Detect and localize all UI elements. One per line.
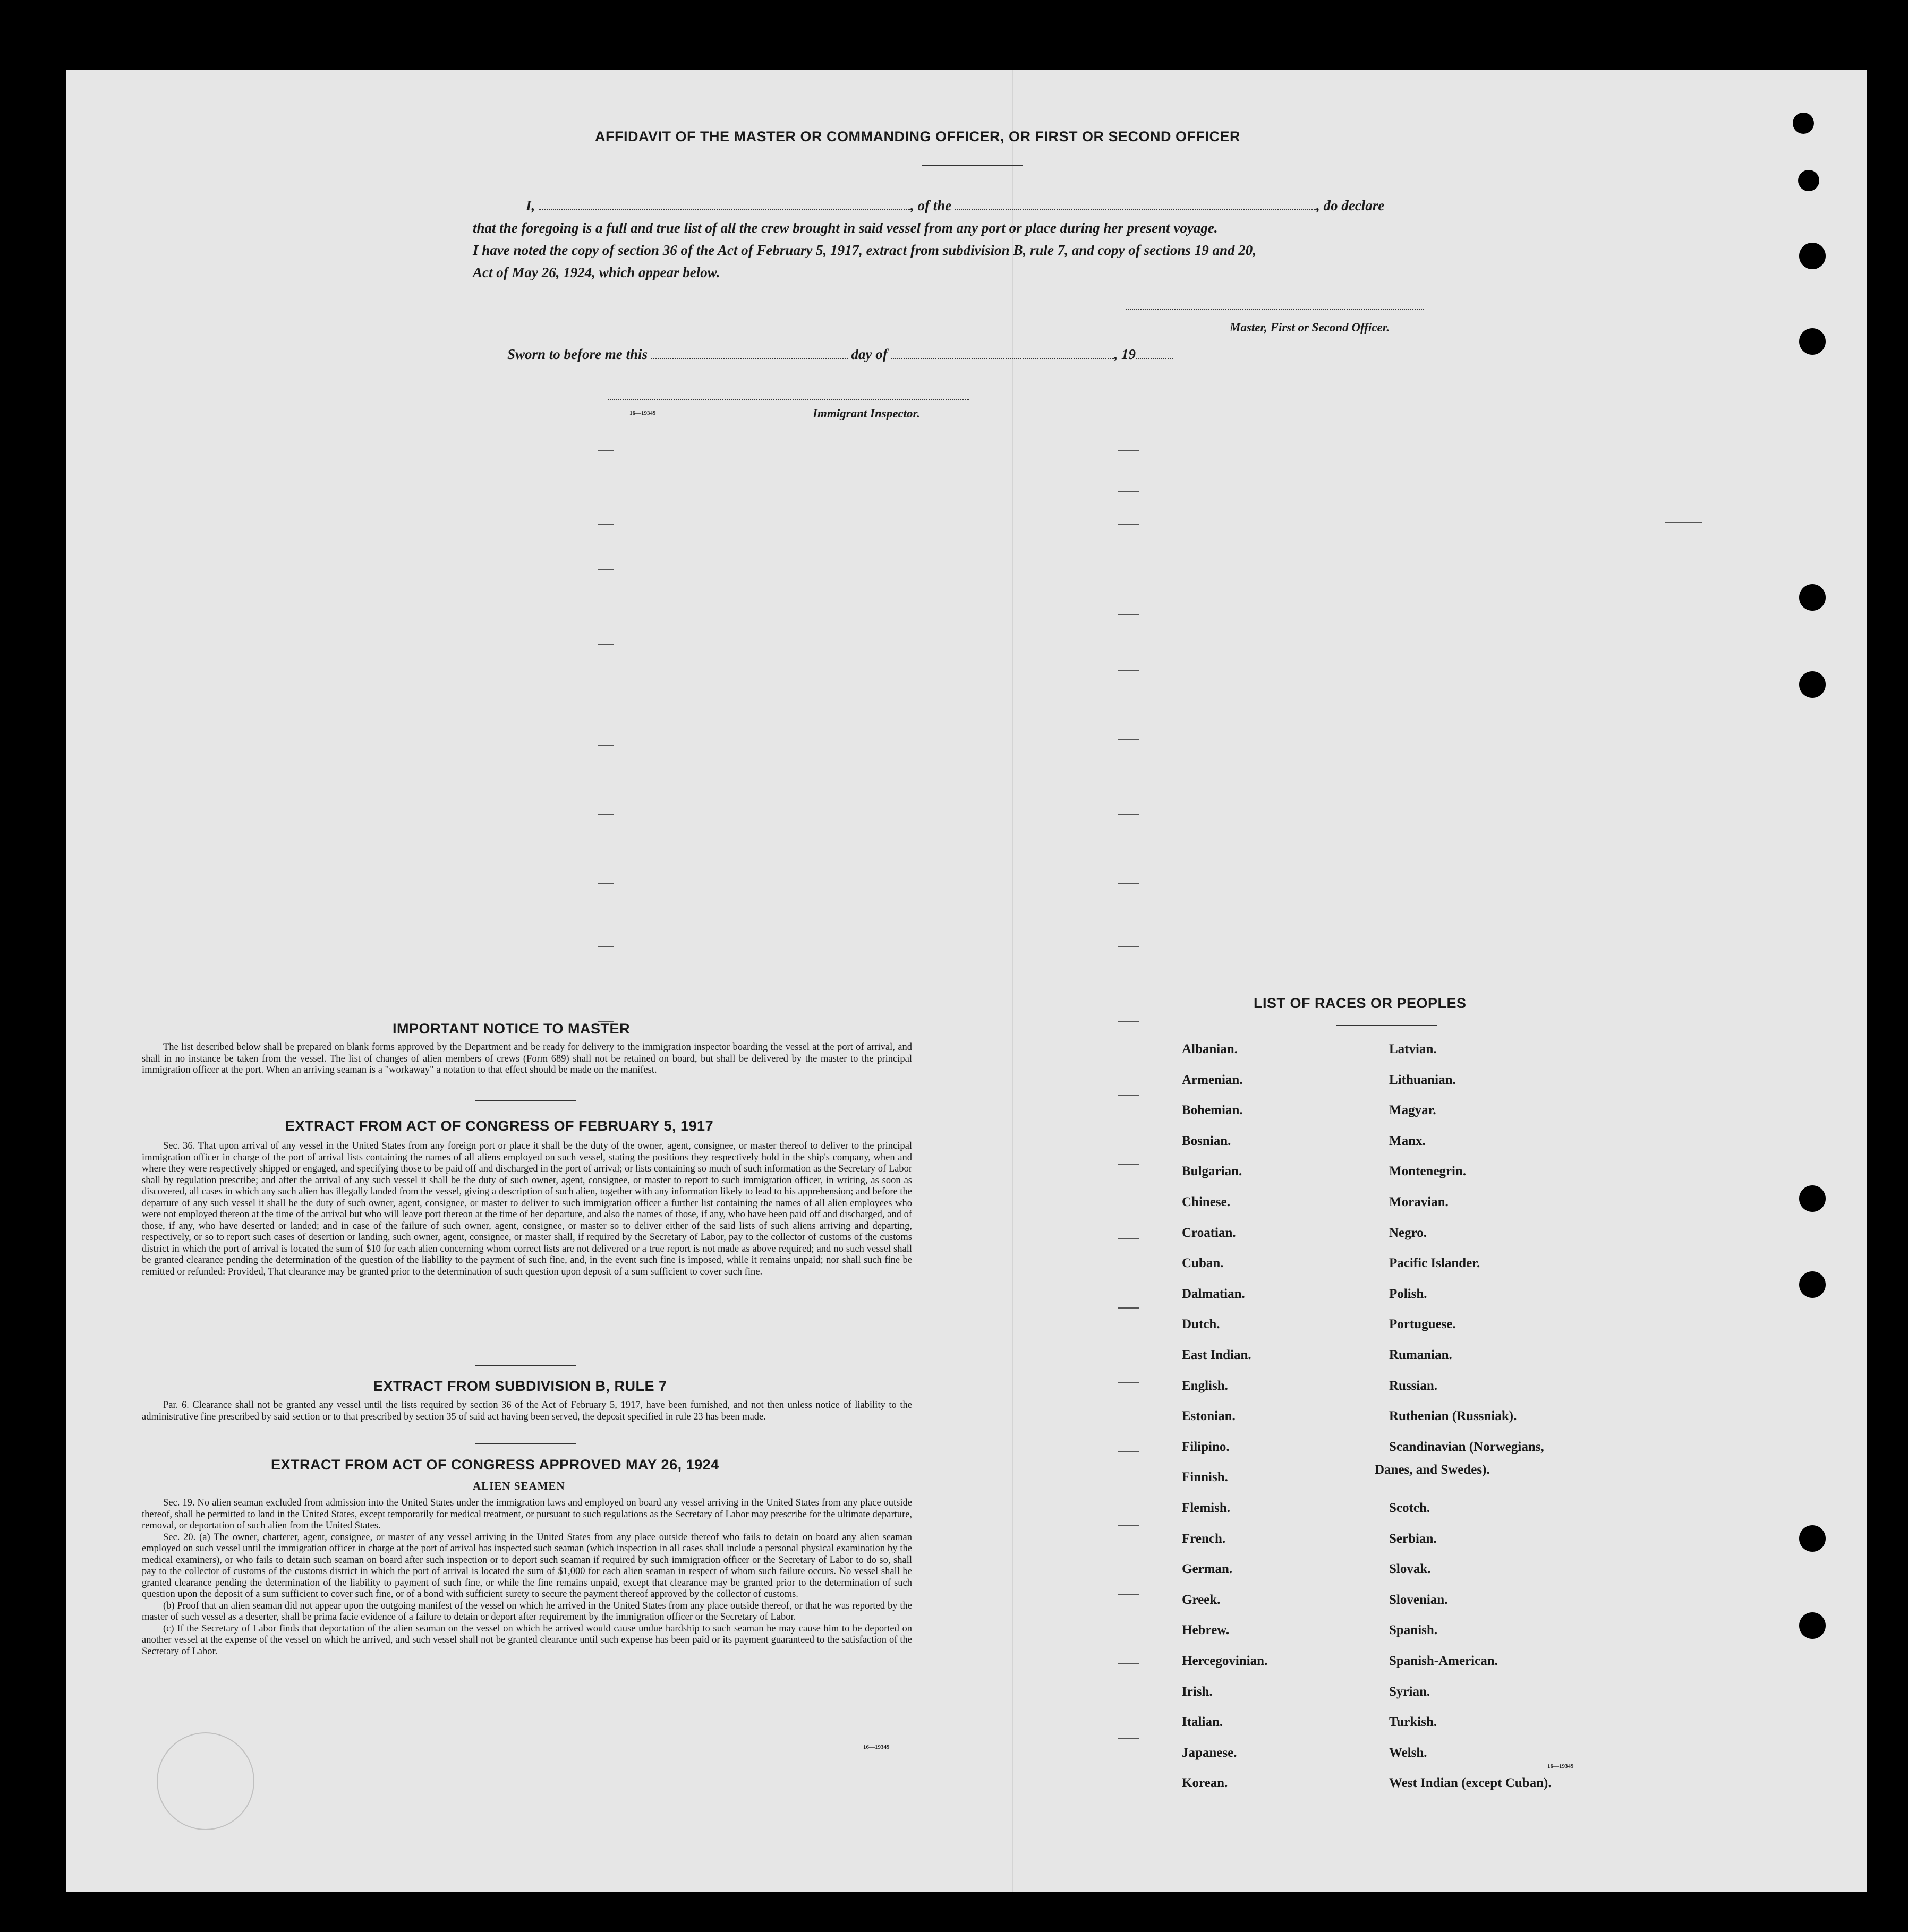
faint-mark — [1118, 814, 1139, 815]
race-item: German. — [1182, 1562, 1233, 1577]
race-item: Bosnian. — [1182, 1133, 1231, 1148]
faint-mark — [598, 524, 614, 525]
race-item: Filipino. — [1182, 1439, 1230, 1454]
faint-mark — [1118, 670, 1139, 671]
sworn-line — [507, 346, 1173, 363]
race-item: Moravian. — [1389, 1195, 1449, 1209]
act1924-sec20c: (c) If the Secretary of Labor finds that deportation of the alien seaman on the vessel on which he arrived would cause undue hardship to such seaman he may cause him to be deported on another vessel at the expense of the vessel on which he arrived, and such vessel shall not be granted clearance until such expense has been paid or its payment guaranteed to the satisfaction of the Secretary of Labor. — [142, 1623, 912, 1657]
sworn-month-blank[interactable] — [891, 358, 1114, 359]
act1917-title: EXTRACT FROM ACT OF CONGRESS OF FEBRUARY 5, 1917 — [285, 1118, 714, 1134]
race-item: Spanish. — [1389, 1623, 1438, 1638]
race-item: Croatian. — [1182, 1225, 1236, 1240]
race-item: Hercegovinian. — [1182, 1654, 1268, 1668]
race-item: Japanese. — [1182, 1745, 1237, 1760]
race-item: Scotch. — [1389, 1501, 1430, 1515]
race-item: Flemish. — [1182, 1501, 1230, 1515]
faint-mark — [1118, 614, 1139, 615]
master-name-blank[interactable] — [539, 209, 910, 210]
act1924-text — [142, 1498, 912, 1657]
act1924-title: EXTRACT FROM ACT OF CONGRESS APPROVED MAY 26, 1924 — [271, 1457, 719, 1473]
signature-label: Master, First or Second Officer. — [1230, 321, 1390, 334]
act1917-paragraph: Sec. 36. That upon arrival of any vessel in the United States from any foreign port or place it shall be the duty of the owner, agent, consignee, or master thereof to deliver to the principal immigration officer in charge of the port of arrival lists containing the names of all aliens employed on such vessel, stating the positions they respectively hold in the ship's company, when and where they were respectively shipped or engaged, and specifying those to be paid off and discharged in the port of arrival; or lists containing so much of such information as the Secretary of Labor shall by regulation prescribe; and after the arrival of any such vessel it shall be the duty of such owner, agent, consignee, or master to report to such immigration officer, in writing, as soon as discovered, all cases in which any such alien has illegally landed from the vessel, giving a description of such alien, together with any information likely to lead to his apprehension; and before the departure of any such vessel it shall be the duty of such owner, agent, consignee, or master to deliver to such immigration officer a further list containing the names of all alien employees who were not employed thereon at the time of the arrival but who will leave port thereon at the time of her departure, and also the names of those, if any, who have been paid off and discharged, and of those, if any, who have deserted or landed; and in case of the failure of such owner, agent, consignee, or master so to deliver either of the said lists of such aliens arriving and departing, respectively, or so to report such cases of desertion or landing, such owner, agent, consignee, or master shall, if required by the Secretary of Labor, pay to the collector of customs of the customs district in which the port of arrival is located the sum of $10 for each alien concerning whom correct lists are not delivered or a true report is not made as above required; and no such vessel shall be granted clearance pending the determination of the question of the liability to the payment of such fine, and, in the event such fine is imposed, while it remains unpaid; nor shall such fine be remitted or refunded: Provided, That clearance may be granted prior to the determination of such question upon deposit of a sum sufficient to cover such fine. — [142, 1141, 912, 1277]
race-item: Albanian. — [1182, 1042, 1238, 1056]
faint-mark — [1118, 491, 1139, 492]
declaration-line-3: I have noted the copy of section 36 of the Act of February 5, 1917, extract from subdivision B, rule 7, and copy of sections 19 and 20, — [473, 242, 1256, 258]
race-item: Finnish. — [1182, 1470, 1228, 1485]
section-rule — [475, 1365, 576, 1366]
punch-hole — [1799, 1525, 1826, 1552]
race-item: Russian. — [1389, 1378, 1438, 1393]
race-item: Pacific Islander. — [1389, 1256, 1480, 1271]
race-item: West Indian (except Cuban). — [1389, 1776, 1552, 1791]
faint-mark — [1665, 522, 1702, 523]
notice-text — [142, 1042, 912, 1076]
race-item: Syrian. — [1389, 1684, 1430, 1699]
signature-blank[interactable] — [1126, 309, 1424, 310]
declaration-line-1 — [526, 198, 1384, 214]
faint-mark — [1118, 1095, 1139, 1096]
form-number-top: 16—19349 — [629, 410, 656, 416]
race-item: Korean. — [1182, 1776, 1228, 1791]
race-item: Magyar. — [1389, 1103, 1436, 1118]
form-number-right: 16—19349 — [1547, 1763, 1574, 1769]
race-item: Turkish. — [1389, 1715, 1437, 1730]
act1924-sec20a: Sec. 20. (a) The owner, charterer, agent, consignee, or master of any vessel arriving in the United States from any place outside thereof who fails to detain on board any alien seaman employed on such vessel until the immigration officer in charge at the port of arrival has inspected such seaman (which inspection in all cases shall include a personal physical examination by the medical examiners), or who fails to detain such seaman on board after such inspection or to deport such seaman if required by such immigration officer or the Secretary of Labor to do so, shall pay to the collector of customs of the customs district in which the port of arrival is located the sum of $1,000 for each alien seaman in respect of whom such failure occurs. No vessel shall be granted clearance pending the determination of the liability to payment of such fine, or while the fine remains unpaid, except that clearance may be granted prior to the determination of such question upon the deposit of a sum sufficient to cover such fine, or of a bond with sufficient surety to secure the payment thereof approved by the collector of customs. — [142, 1532, 912, 1600]
subdivision-text — [142, 1400, 912, 1423]
faint-mark — [598, 883, 614, 884]
race-item: Dalmatian. — [1182, 1286, 1245, 1301]
punch-hole — [1798, 170, 1819, 191]
subdivision-title: EXTRACT FROM SUBDIVISION B, RULE 7 — [373, 1378, 667, 1394]
faint-mark — [1118, 1307, 1139, 1309]
faint-mark — [1118, 1525, 1139, 1526]
faint-mark — [1118, 1451, 1139, 1452]
faint-mark — [598, 946, 614, 947]
race-item: Danes, and Swedes). — [1375, 1463, 1490, 1477]
declaration-line-4: Act of May 26, 1924, which appear below. — [473, 264, 720, 280]
faint-mark — [1118, 1164, 1139, 1165]
faint-mark — [598, 644, 614, 645]
race-item: Latvian. — [1389, 1042, 1437, 1056]
notice-title: IMPORTANT NOTICE TO MASTER — [393, 1021, 630, 1037]
race-item: Ruthenian (Russniak). — [1389, 1409, 1517, 1424]
faint-mark — [1118, 1738, 1139, 1739]
faint-mark — [1118, 946, 1139, 947]
punch-hole — [1799, 328, 1826, 355]
vessel-name-blank[interactable] — [955, 209, 1316, 210]
race-item: East Indian. — [1182, 1348, 1251, 1362]
declaration-i: I, — [526, 198, 535, 213]
punch-hole — [1799, 243, 1826, 269]
faint-mark — [1118, 1021, 1139, 1022]
race-item: Scandinavian (Norwegians, — [1389, 1439, 1544, 1454]
race-item: Polish. — [1389, 1286, 1427, 1301]
fold-line — [1012, 70, 1013, 1892]
race-item: Slovenian. — [1389, 1592, 1448, 1607]
embossed-seal — [157, 1732, 254, 1830]
act1924-sec19: Sec. 19. No alien seaman excluded from admission into the United States under the immigration laws and employed on board any vessel arriving in the United States from any place outside thereof, shall be permitted to land in the United States, except temporarily for medical treatment, or pursuant to such regulations as the Secretary of Labor may prescribe for the ultimate departure, removal, or deportation of such alien from the United States. — [142, 1498, 912, 1531]
race-item: Portuguese. — [1389, 1317, 1456, 1332]
race-item: Montenegrin. — [1389, 1164, 1467, 1179]
act1924-sec20b: (b) Proof that an alien seaman did not appear upon the outgoing manifest of the vessel on which he arrived in the United States from any place outside thereof, or that he was reported by the master of such vessel as a deserter, shall be prima facie evidence of a failure to detain or deport after requirement by the immigration officer or the Secretary of Labor. — [142, 1600, 912, 1622]
punch-hole — [1799, 1612, 1826, 1639]
declaration-end: , do declare — [1316, 198, 1385, 213]
faint-mark — [598, 745, 614, 746]
sworn-year-prefix: , 19 — [1114, 346, 1136, 362]
faint-mark — [1118, 1594, 1139, 1595]
section-rule — [475, 1100, 576, 1101]
faint-mark — [598, 569, 614, 570]
faint-mark — [1118, 450, 1139, 451]
affidavit-title: AFFIDAVIT OF THE MASTER OR COMMANDING OFFICER, OR FIRST OR SECOND OFFICER — [595, 129, 1240, 144]
document-page — [66, 70, 1867, 1892]
race-item: Irish. — [1182, 1684, 1213, 1699]
faint-mark — [1118, 524, 1139, 525]
race-item: Negro. — [1389, 1225, 1427, 1240]
inspector-signature-blank[interactable] — [608, 399, 969, 400]
declaration-of-the: , of the — [910, 198, 952, 213]
faint-mark — [1118, 739, 1139, 740]
faint-mark — [598, 450, 614, 451]
punch-hole — [1799, 671, 1826, 698]
race-item: Dutch. — [1182, 1317, 1220, 1332]
race-item: Spanish-American. — [1389, 1654, 1498, 1668]
race-item: Manx. — [1389, 1133, 1426, 1148]
race-item: French. — [1182, 1531, 1226, 1546]
race-item: Estonian. — [1182, 1409, 1236, 1424]
race-item: Greek. — [1182, 1592, 1221, 1607]
sworn-day-blank[interactable] — [651, 358, 848, 359]
form-number-left: 16—19349 — [863, 1744, 890, 1750]
declaration-line-2: that the foregoing is a full and true list of all the crew brought in said vessel from any port or place during her present voyage. — [473, 220, 1218, 236]
faint-mark — [1118, 1663, 1139, 1664]
act1917-text — [142, 1141, 912, 1278]
race-item: Bohemian. — [1182, 1103, 1243, 1118]
race-item: Welsh. — [1389, 1745, 1427, 1760]
race-item: Slovak. — [1389, 1562, 1431, 1577]
faint-mark — [598, 814, 614, 815]
race-item: Lithuanian. — [1389, 1072, 1456, 1087]
race-item: English. — [1182, 1378, 1228, 1393]
title-rule — [922, 165, 1023, 166]
race-item: Hebrew. — [1182, 1623, 1230, 1638]
punch-hole — [1799, 1185, 1826, 1212]
race-item: Rumanian. — [1389, 1348, 1452, 1362]
inspector-label: Immigrant Inspector. — [813, 407, 920, 420]
race-item: Chinese. — [1182, 1195, 1230, 1209]
race-item: Serbian. — [1389, 1531, 1437, 1546]
race-item: Armenian. — [1182, 1072, 1243, 1087]
section-rule — [475, 1443, 576, 1444]
punch-hole — [1799, 1271, 1826, 1298]
races-title-rule — [1336, 1025, 1437, 1026]
race-item: Cuban. — [1182, 1256, 1224, 1271]
race-item: Italian. — [1182, 1715, 1223, 1730]
punch-hole — [1793, 113, 1814, 134]
race-item: Bulgarian. — [1182, 1164, 1242, 1179]
sworn-label: Sworn to before me this — [507, 346, 648, 362]
faint-mark — [1118, 1382, 1139, 1383]
act1924-subtitle: ALIEN SEAMEN — [473, 1480, 565, 1492]
punch-hole — [1799, 584, 1826, 611]
faint-mark — [1118, 883, 1139, 884]
races-title: LIST OF RACES OR PEOPLES — [1254, 995, 1467, 1011]
notice-paragraph: The list described below shall be prepared on blank forms approved by the Department and be ready for delivery to the immigration inspector boarding the vessel at the port of arrival, and shall in no instance be taken from the vessel. The list of changes of alien members of crews (Form 689) shall not be retained on board, but shall be delivered by the master to the principal immigration officer at the port. When an arriving seaman is a "workaway" a notation to that effect should be made on the manifest. — [142, 1042, 912, 1075]
faint-mark — [1118, 1238, 1139, 1239]
subdivision-paragraph: Par. 6. Clearance shall not be granted any vessel until the lists required by section 36 of the Act of February 5, 1917, have been furnished, and not then unless notice of liability to the administrative fine prescribed by said section or to that prescribed by section 35 of said act having been served, the deposit specified in rule 23 has been made. — [142, 1400, 912, 1422]
sworn-day-of: day of — [851, 346, 888, 362]
sworn-year-blank[interactable] — [1136, 358, 1173, 359]
